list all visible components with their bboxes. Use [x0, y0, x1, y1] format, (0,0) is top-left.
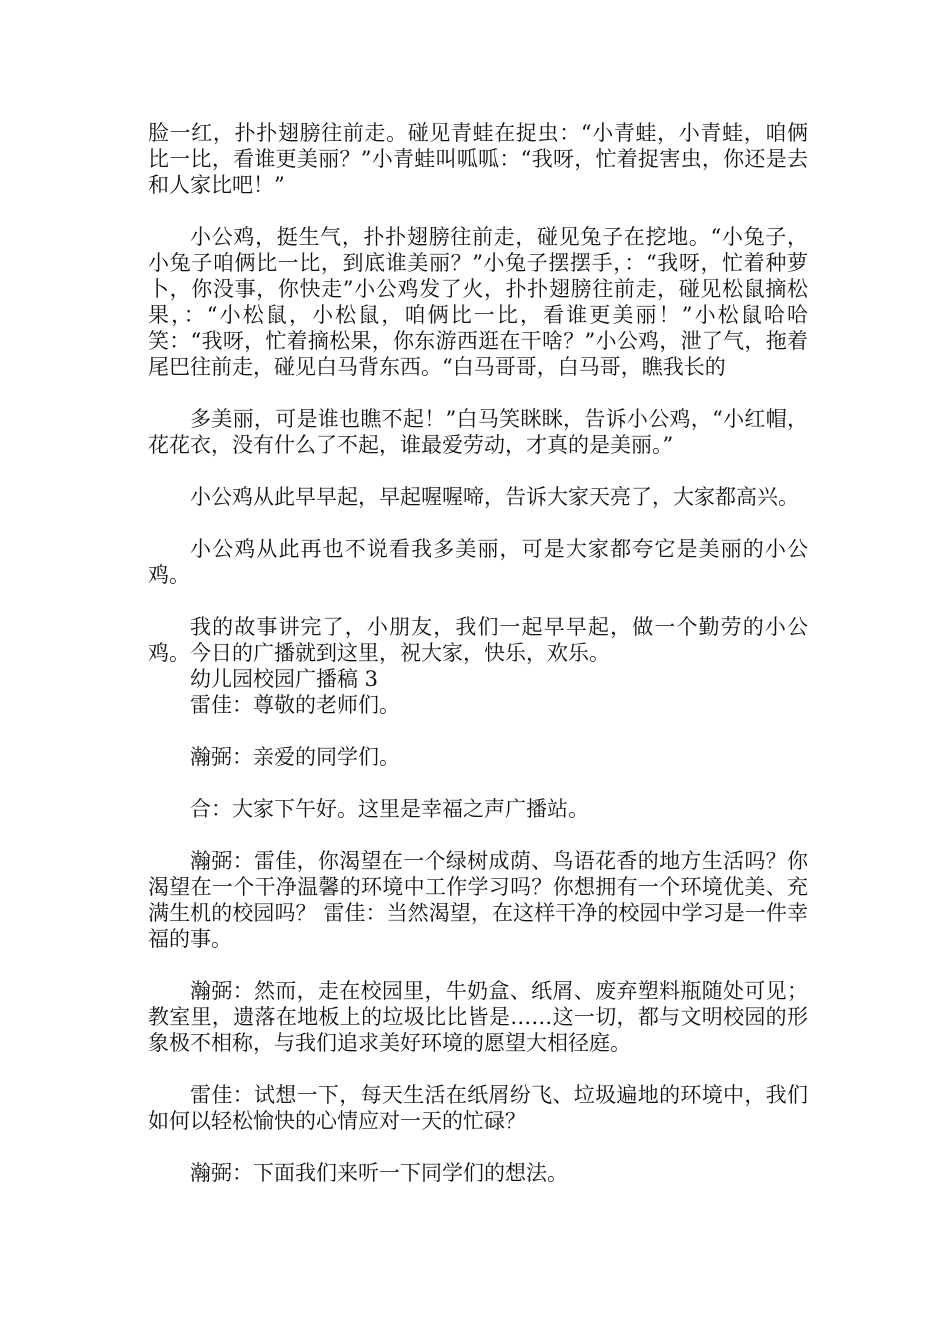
paragraph-5: 小公鸡从此再也不说看我多美丽，可是大家都夸它是美丽的小公鸡。	[148, 537, 808, 587]
paragraph-1: 脸一红，扑扑翅膀往前走。碰见青蛙在捉虫：“小青蛙，小青蛙，咱俩比一比，看谁更美丽？”小青蛙叫呱呱：“我呀，忙着捉害虫，你还是去和人家比吧！”	[148, 121, 808, 197]
dialogue-line-4: 瀚弼：雷佳，你渴望在一个绿树成荫、鸟语花香的地方生活吗？你渴望在一个干净温馨的环境中工作学习吗？你想拥有一个环境优美、充满生机的校园吗？ 雷佳：当然渴望，在这样干净的校园中学习是一件幸福的事。	[148, 849, 808, 951]
dialogue-line-1: 雷佳：尊敬的老师们。	[190, 693, 400, 717]
dialogue-line-7: 瀚弼：下面我们来听一下同学们的想法。	[190, 1161, 568, 1185]
paragraph-4: 小公鸡从此早早起，早起喔喔啼，告诉大家天亮了，大家都高兴。	[190, 485, 799, 509]
dialogue-line-3: 合：大家下午好。这里是幸福之声广播站。	[190, 797, 589, 821]
dialogue-line-2: 瀚弼：亲爱的同学们。	[190, 745, 400, 769]
dialogue-line-6: 雷佳：试想一下，每天生活在纸屑纷飞、垃圾遍地的环境中，我们如何以轻松愉快的心情应对一天的忙碌？	[148, 1083, 808, 1133]
paragraph-2: 小公鸡，挺生气，扑扑翅膀往前走，碰见兔子在挖地。“小兔子，小兔子咱俩比一比，到底谁美丽？”小兔子摆摆手，：“我呀，忙着种萝卜，你没事，你快走”小公鸡发了火，扑扑翅膀往前走，碰见松鼠摘松果，：“小松鼠，小松鼠，咱俩比一比，看谁更美丽！”小松鼠哈哈笑：“我呀，忙着摘松果，你东游西逛在干啥？”小公鸡，泄了气，拖着尾巴往前走，碰见白马背东西。“白马哥哥，白马哥，瞧我长的	[148, 225, 808, 379]
paragraph-3: 多美丽，可是谁也瞧不起！”白马笑眯眯，告诉小公鸡，“小红帽，花花衣，没有什么了不起，谁最爱劳动，才真的是美丽。”	[148, 407, 808, 457]
section-title: 幼儿园校园广播稿 3	[190, 667, 379, 691]
dialogue-line-5: 瀚弼：然而，走在校园里，牛奶盒、纸屑、废弃塑料瓶随处可见；教室里，遗落在地板上的垃圾比比皆是……这一切，都与文明校园的形象极不相称，与我们追求美好环境的愿望大相径庭。	[148, 979, 808, 1055]
document-page	[148, 120, 808, 1212]
paragraph-6: 我的故事讲完了，小朋友，我们一起早早起，做一个勤劳的小公鸡。今日的广播就到这里，祝大家，快乐，欢乐。	[148, 615, 808, 665]
